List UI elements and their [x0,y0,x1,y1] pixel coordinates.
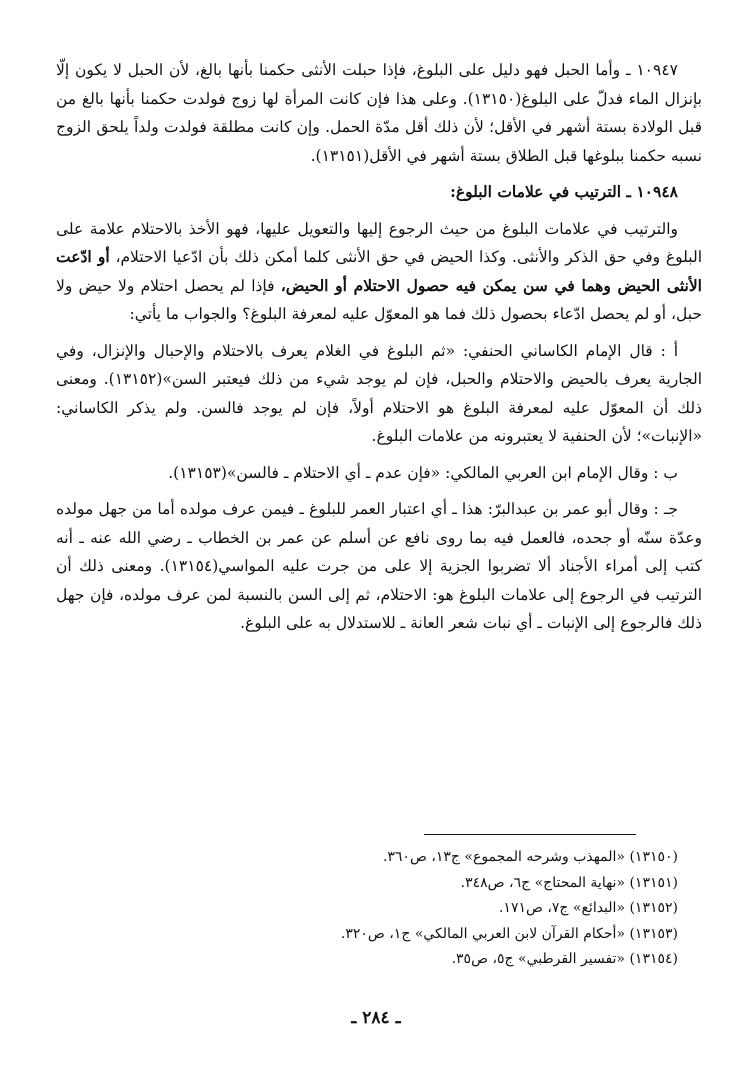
footnote-divider [424,834,636,835]
paragraph-ordering-bold: أو ادّعت الأنثى الحيض وهما في سن يمكن فيه حصول الاحتلام أو الحيض، [56,247,702,295]
item-b: ب : وقال الإمام ابن العربي المالكي: «فإن عدم ـ أي الاحتلام ـ فالسن»(١٣١٥٣). [168,463,678,482]
footnote-13151: (١٣١٥١) «نهاية المحتاج» ج٦، ص٣٤٨. [460,874,678,891]
footnote-13154: (١٣١٥٤) «تفسير القرطبي» ج٥، ص٣٥. [451,951,678,967]
main-text [56,56,702,638]
footnote-13153: (١٣١٥٣) «أحكام القرآن لابن العربي المالكي» ج١، ص٣٢٠. [340,925,678,942]
footnotes [56,845,678,973]
paragraph-ordering-part-2: فإذا لم يحصل احتلام ولا حيض ولا حبل، أو لم يحصل ادّعاء بحصول ذلك فما هو المعوّل عليه لمعرفة البلوغ؟ والجواب ما يأتي: [56,276,702,323]
footnote-13152: (١٣١٥٢) «البدائع» ج٧، ص١٧١. [498,900,678,916]
paragraph-ordering [56,215,702,329]
item-a: أ : قال الإمام الكاساني الحنفي: «ثم البلوغ في الغلام يعرف بالاحتلام والإحبال والإنزال، وفي الجارية يعرف بالحيض والاحتلام والحبل، فإن لم يوجد شيء من ذلك فيعتبر السن»(١٣١٥٢). ومعنى ذلك أن المعوّل عليه لمعرفة البلوغ هو الاحتلام أولاً، فإن لم يوجد فالسن. ولم يذكر الكاساني: «الإنبات»؛ لأن الحنفية لا يعتبرونه من علامات البلوغ. [56,341,702,445]
footnote-13150: (١٣١٥٠) «المهذب وشرحه المجموع» ج١٣، ص٣٦٠. [382,849,678,865]
paragraph-ordering-part-1: والترتيب في علامات البلوغ من حيث الرجوع إليها والتعويل عليها، فهو الأخذ بالاحتلام علامة على البلوغ وفي حق الذكر والأنثى. وكذا الحيض في حق الأنثى كلما أمكن ذلك بأن ادّعيا الاحتلام، [56,219,703,266]
item-c: جـ : وقال أبو عمر بن عبدالبرّ: هذا ـ أي اعتبار العمر للبلوغ ـ فيمن عرف مولده أما من جهل مولده وعدّة سنّه أو جحده، فالعمل فيه بما روى نافع عن أسلم عن عمر بن الخطاب ـ رضي الله عنه ـ أنه كتب إلى أمراء الأجناد ألا تضربوا الجزية إلا على من جرت عليه المواسي(١٣١٥٤). ومعنى ذلك أن الترتيب في الرجوع إلى علامات البلوغ هو: الاحتلام، ثم إلى السن بالنسبة لمن عرف مولده، فإن جهل ذلك فالرجوع إلى الإنبات ـ أي نبات شعر العانة ـ للاستدلال به على البلوغ. [56,500,702,632]
paragraph-10947: ١٠٩٤٧ ـ وأما الحبل فهو دليل على البلوغ، فإذا حبلت الأنثى حكمنا بأنها بالغ، لأن الحبل لا يكون إلّا بإنزال الماء فدلّ على البلوغ(١٣١٥٠). وعلى هذا فإن كانت المرأة لها زوج فولدت حكمنا بأنها بالغ من قبل الولادة بستة أشهر في الأقل؛ لأن ذلك أقل مدّة الحمل. وإن كانت مطلقة فولدت ولداً يلحق الزوج نسبه حكمنا ببلوغها قبل الطلاق بستة أشهر في الأقل(١٣١٥١). [56,61,702,165]
page-number: ـ ٢٨٤ ـ [351,1008,401,1028]
section-heading-10948: ١٠٩٤٨ ـ الترتيب في علامات البلوغ: [450,182,678,201]
